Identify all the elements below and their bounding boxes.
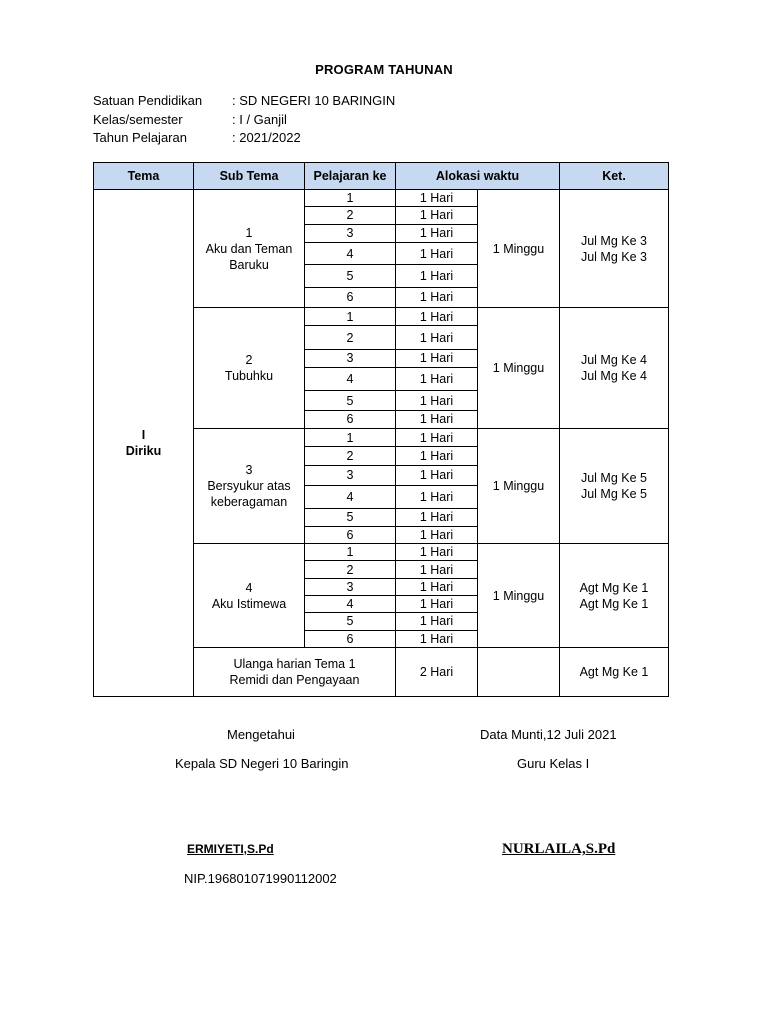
lesson-alokasi-hari: 1 Hari (396, 596, 478, 613)
sub-tema-number: 4 (245, 580, 253, 595)
lesson-number: 2 (305, 447, 396, 465)
lesson-number: 4 (305, 486, 396, 508)
sub-tema-cell (194, 190, 305, 308)
lesson-alokasi-hari: 1 Hari (396, 526, 478, 543)
lesson-number: 6 (305, 287, 396, 307)
left-role: Kepala SD Negeri 10 Baringin (175, 756, 349, 771)
lesson-alokasi-hari: 1 Hari (396, 630, 478, 647)
ket-line: Jul Mg Ke 4 (580, 353, 647, 368)
lesson-number: 3 (305, 349, 396, 367)
lesson-alokasi-hari: 1 Hari (396, 368, 478, 391)
info-row-satuan (93, 93, 395, 112)
lesson-alokasi-hari: 1 Hari (396, 410, 478, 428)
header-tema: Tema (94, 163, 194, 190)
info-row-tahun (93, 130, 395, 149)
info-label: Satuan Pendidikan (93, 93, 203, 108)
sub-tema-number: 3 (245, 463, 253, 478)
lesson-alokasi-hari: 1 Hari (396, 391, 478, 410)
header-alokasi-waktu: Alokasi waktu (396, 163, 560, 190)
ulangan-alokasi: 2 Hari (396, 647, 478, 696)
lesson-alokasi-hari: 1 Hari (396, 349, 478, 367)
header-ket: Ket. (560, 163, 669, 190)
header-sub-tema: Sub Tema (194, 163, 305, 190)
header-pelajaran-ke: Pelajaran ke (305, 163, 396, 190)
ulangan-line1: Ulanga harian Tema 1 (233, 656, 356, 671)
ket-line: Jul Mg Ke 3 (580, 233, 647, 248)
lesson-number: 3 (305, 578, 396, 595)
right-role: Guru Kelas I (517, 756, 590, 771)
left-signer-nip: NIP.196801071990112002 (184, 871, 337, 886)
ket-cell (560, 429, 669, 544)
lesson-number: 3 (305, 465, 396, 485)
lesson-alokasi-hari: 1 Hari (396, 207, 478, 224)
sub-tema-number: 2 (245, 353, 253, 368)
lesson-number: 6 (305, 526, 396, 543)
lesson-number: 1 (305, 308, 396, 326)
lesson-alokasi-hari: 1 Hari (396, 508, 478, 526)
alokasi-minggu: 1 Minggu (478, 308, 560, 429)
lesson-number: 5 (305, 265, 396, 287)
lesson-number: 6 (305, 410, 396, 428)
right-signer-name: NURLAILA,S.Pd (502, 841, 616, 857)
document-title: PROGRAM TAHUNAN (315, 62, 453, 77)
lesson-alokasi-hari: 1 Hari (396, 287, 478, 307)
lesson-number: 2 (305, 207, 396, 224)
lesson-alokasi-hari: 1 Hari (396, 447, 478, 465)
tema-cell (94, 190, 194, 697)
info-value: : SD NEGERI 10 BARINGIN (232, 93, 396, 108)
sub-tema-name: Tubuhku (224, 369, 274, 384)
alokasi-minggu: 1 Minggu (478, 190, 560, 308)
lesson-number: 1 (305, 429, 396, 447)
ket-line: Jul Mg Ke 5 (580, 471, 647, 486)
sub-tema-name: Aku dan Teman Baruku (205, 241, 293, 272)
sub-tema-name: Aku Istimewa (211, 596, 287, 611)
sub-tema-cell (194, 308, 305, 429)
lesson-number: 1 (305, 544, 396, 561)
info-label: Tahun Pelajaran (93, 130, 187, 145)
ket-cell (560, 544, 669, 648)
ket-line: Agt Mg Ke 1 (579, 580, 649, 595)
lesson-alokasi-hari: 1 Hari (396, 308, 478, 326)
program-table (93, 162, 669, 697)
sub-tema-cell (194, 429, 305, 544)
ket-cell (560, 190, 669, 308)
info-value: : 2021/2022 (232, 130, 301, 145)
sub-tema-cell (194, 544, 305, 648)
lesson-number: 6 (305, 630, 396, 647)
ket-line: Jul Mg Ke 5 (580, 487, 647, 502)
lesson-alokasi-hari: 1 Hari (396, 429, 478, 447)
left-signer-name: ERMIYETI,S.Pd (187, 842, 274, 856)
lesson-alokasi-hari: 1 Hari (396, 613, 478, 630)
lesson-number: 1 (305, 190, 396, 207)
lesson-number: 4 (305, 596, 396, 613)
info-row-kelas (93, 112, 395, 131)
lesson-number: 3 (305, 224, 396, 242)
tema-name: Diriku (125, 444, 162, 458)
ulangan-ket: Agt Mg Ke 1 (560, 647, 669, 696)
table-header-row (94, 163, 669, 190)
lesson-alokasi-hari: 1 Hari (396, 486, 478, 508)
sub-tema-number: 1 (245, 225, 253, 240)
lesson-number: 4 (305, 242, 396, 264)
lesson-alokasi-hari: 1 Hari (396, 465, 478, 485)
ulangan-empty (478, 647, 560, 696)
ulangan-cell (194, 647, 396, 696)
ket-line: Jul Mg Ke 3 (580, 249, 647, 264)
lesson-alokasi-hari: 1 Hari (396, 190, 478, 207)
ket-cell (560, 308, 669, 429)
ket-line: Jul Mg Ke 4 (580, 369, 647, 384)
lesson-alokasi-hari: 1 Hari (396, 578, 478, 595)
alokasi-minggu: 1 Minggu (478, 429, 560, 544)
lesson-alokasi-hari: 1 Hari (396, 242, 478, 264)
alokasi-minggu: 1 Minggu (478, 544, 560, 648)
lesson-alokasi-hari: 1 Hari (396, 544, 478, 561)
ulangan-line2: Remidi dan Pengayaan (229, 672, 360, 687)
ket-line: Agt Mg Ke 1 (579, 596, 649, 611)
lesson-number: 5 (305, 613, 396, 630)
tema-number: I (141, 428, 146, 442)
document-info (93, 93, 395, 149)
sub-tema-name: Bersyukur atas keberagaman (207, 479, 291, 510)
lesson-number: 5 (305, 391, 396, 410)
lesson-alokasi-hari: 1 Hari (396, 326, 478, 349)
info-value: : I / Ganjil (232, 111, 287, 127)
left-heading: Mengetahui (227, 727, 295, 742)
lesson-number: 4 (305, 368, 396, 391)
lesson-alokasi-hari: 1 Hari (396, 265, 478, 287)
table-row (94, 190, 669, 207)
lesson-alokasi-hari: 1 Hari (396, 561, 478, 578)
lesson-alokasi-hari: 1 Hari (396, 224, 478, 242)
info-label: Kelas/semester (93, 111, 183, 127)
lesson-number: 2 (305, 326, 396, 349)
right-heading: Data Munti,12 Juli 2021 (480, 727, 617, 742)
lesson-number: 2 (305, 561, 396, 578)
lesson-number: 5 (305, 508, 396, 526)
